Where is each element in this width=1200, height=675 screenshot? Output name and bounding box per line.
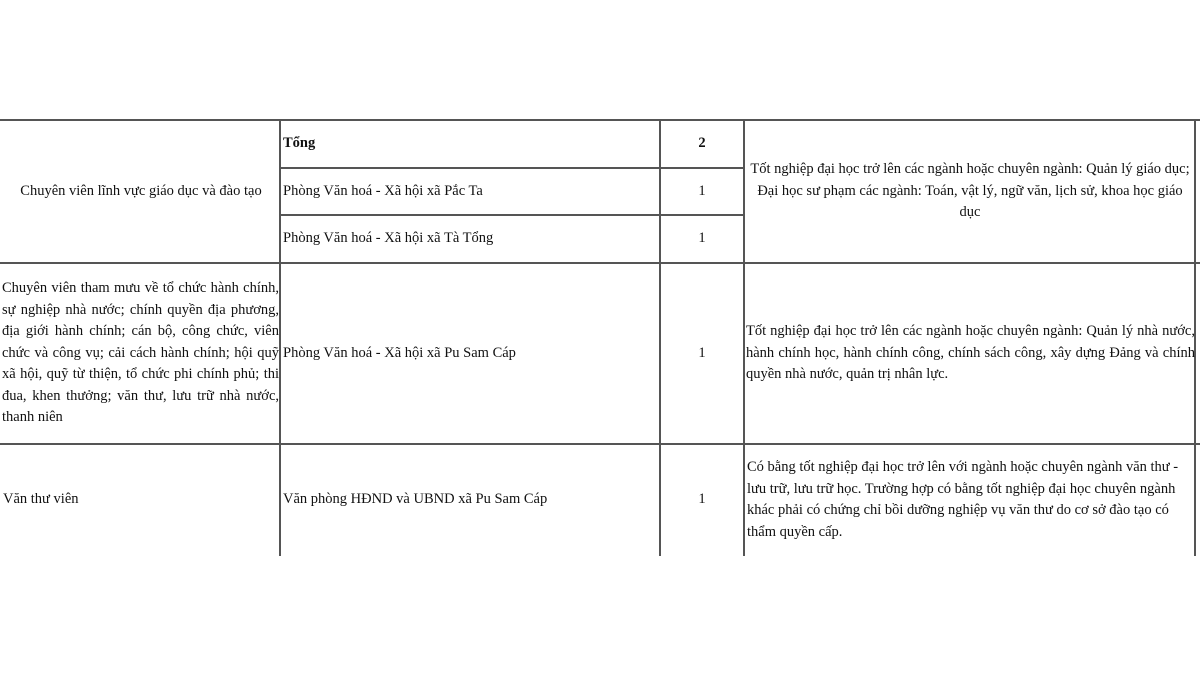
- position-cell: Văn thư viên: [3, 491, 79, 508]
- table-row: [2, 264, 279, 443]
- requirement-cell: Tốt nghiệp đại học trở lên các ngành hoặc chuyên ngành: Quản lý nhà nước, hành chính học, hành chính công, chính sách công, xây dựng Đảng và chính quyền nhà nước, quản trị nhân lực.: [746, 323, 1195, 383]
- table-row: [8, 121, 274, 262]
- position-cell: Chuyên viên lĩnh vực giáo dục và đào tạo: [20, 182, 262, 199]
- col-divider-3: [743, 119, 745, 556]
- unit-cell: Phòng Văn hoá - Xã hội xã Pắc Ta: [283, 182, 483, 199]
- table-row: [3, 445, 277, 555]
- total-count-cell: 2: [698, 135, 706, 152]
- position-cell: Chuyên viên tham mưu về tổ chức hành chính, sự nghiệp nhà nước; chính quyền địa phương, địa giới hành chính; cán bộ, công chức, viên chức và công vụ; cải cách hành chính; hội quỹ xã hội, quỹ từ thiện, tổ chức phi chính phủ; thi đua, khen thưởng; văn thư, lưu trữ nhà nước, thanh niên: [2, 280, 279, 426]
- unit-cell: Phòng Văn hoá - Xã hội xã Pu Sam Cáp: [283, 344, 516, 361]
- requirement-cell: Có bằng tốt nghiệp đại học trở lên với ngành hoặc chuyên ngành văn thư - lưu trữ, lưu trữ học. Trường hợp có bằng tốt nghiệp đại học chuyên ngành khác phải có chứng chỉ bồi dưỡng nghiệp vụ văn thư do cơ sở đào tạo có thẩm quyền cấp.: [747, 459, 1179, 540]
- requirement-cell: Tốt nghiệp đại học trở lên các ngành hoặc chuyên ngành: Quản lý giáo dục; Đại học sư phạm các ngành: Toán, vật lý, ngữ văn, lịch sử, khoa học giáo dục: [750, 161, 1190, 221]
- unit-cell: Phòng Văn hoá - Xã hội xã Tà Tổng: [283, 230, 494, 247]
- unit-cell: Văn phòng HĐND và UBND xã Pu Sam Cáp: [283, 491, 548, 508]
- count-cell: 1: [698, 182, 706, 199]
- count-cell: 1: [698, 230, 706, 247]
- total-label-cell: Tổng: [283, 135, 316, 152]
- count-cell: 1: [698, 344, 706, 361]
- count-cell: 1: [698, 491, 706, 508]
- col-divider-1: [279, 119, 281, 556]
